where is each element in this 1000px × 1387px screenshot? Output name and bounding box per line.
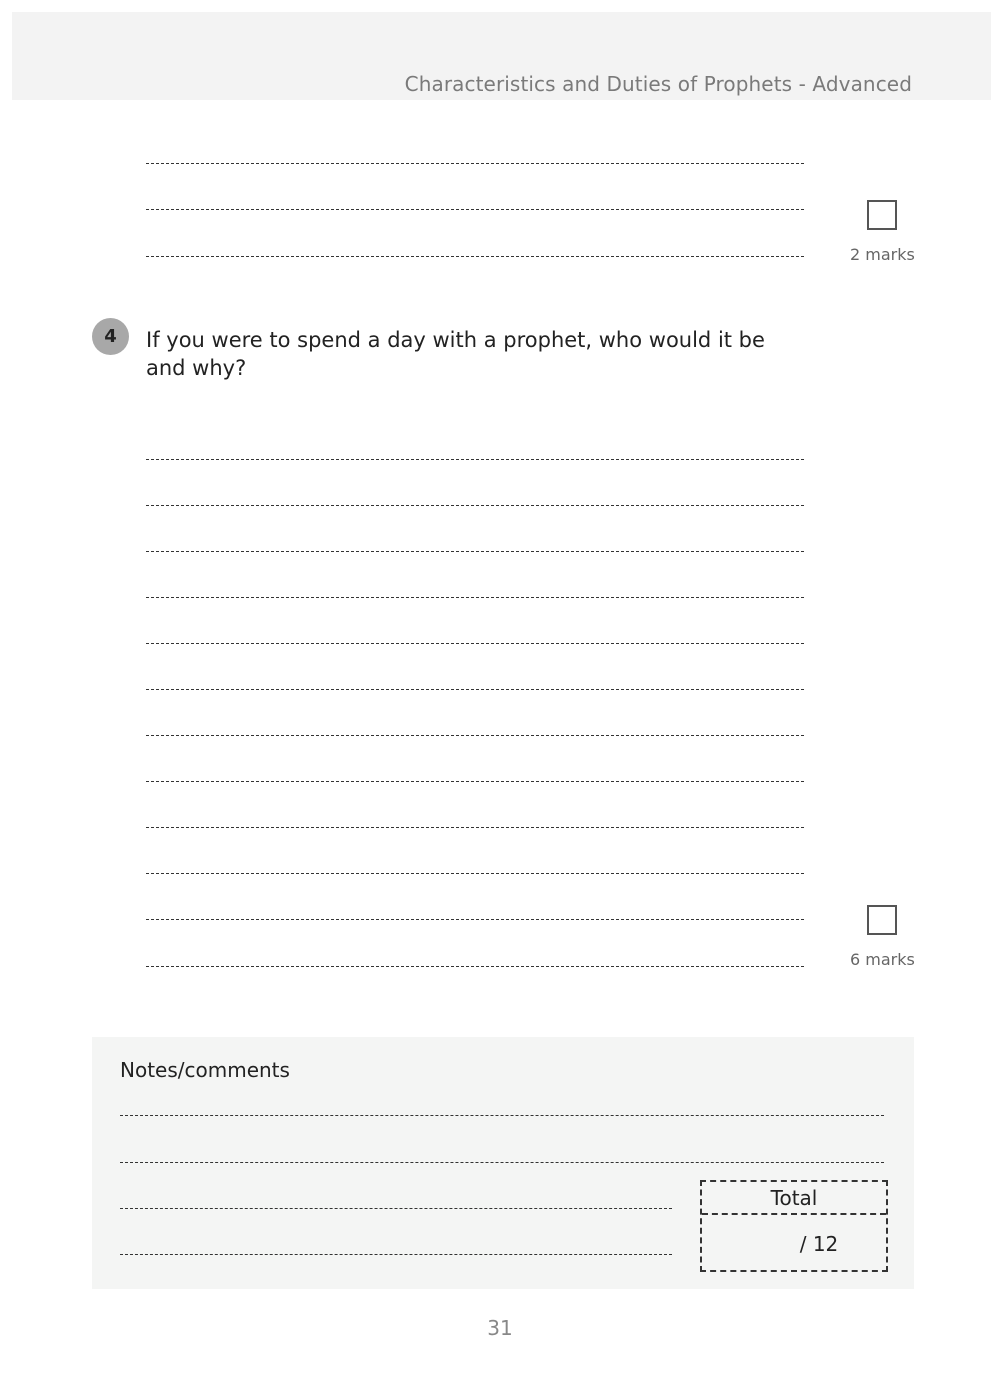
answer-line[interactable] [146, 827, 804, 828]
total-score[interactable]: / 12 [799, 1232, 839, 1256]
notes-line[interactable] [120, 1162, 884, 1163]
answer-line[interactable] [146, 873, 804, 874]
answer-line[interactable] [146, 689, 804, 690]
answer-line[interactable] [146, 781, 804, 782]
question-number-badge: 4 [92, 318, 129, 355]
answer-line[interactable] [146, 597, 804, 598]
answer-line[interactable] [146, 209, 804, 210]
answer-line[interactable] [146, 505, 804, 506]
marks-label: 2 marks [850, 245, 915, 264]
answer-line[interactable] [146, 735, 804, 736]
answer-line[interactable] [146, 551, 804, 552]
question-text: If you were to spend a day with a prophet, who would it be and why? [146, 328, 765, 380]
notes-title: Notes/comments [120, 1058, 290, 1082]
answer-line[interactable] [146, 459, 804, 460]
page-number: 31 [487, 1316, 513, 1340]
notes-line[interactable] [120, 1208, 672, 1209]
total-divider [702, 1213, 886, 1215]
marks-label: 6 marks [850, 950, 915, 969]
total-score-box [700, 1180, 888, 1272]
marks-checkbox[interactable] [867, 200, 897, 230]
answer-line[interactable] [146, 256, 804, 257]
page-header-title: Characteristics and Duties of Prophets - Advanced [404, 72, 912, 96]
notes-line[interactable] [120, 1115, 884, 1116]
total-label: Total [770, 1186, 818, 1210]
answer-line[interactable] [146, 643, 804, 644]
marks-checkbox[interactable] [867, 905, 897, 935]
answer-line[interactable] [146, 163, 804, 164]
answer-line[interactable] [146, 966, 804, 967]
notes-line[interactable] [120, 1254, 672, 1255]
answer-line[interactable] [146, 919, 804, 920]
